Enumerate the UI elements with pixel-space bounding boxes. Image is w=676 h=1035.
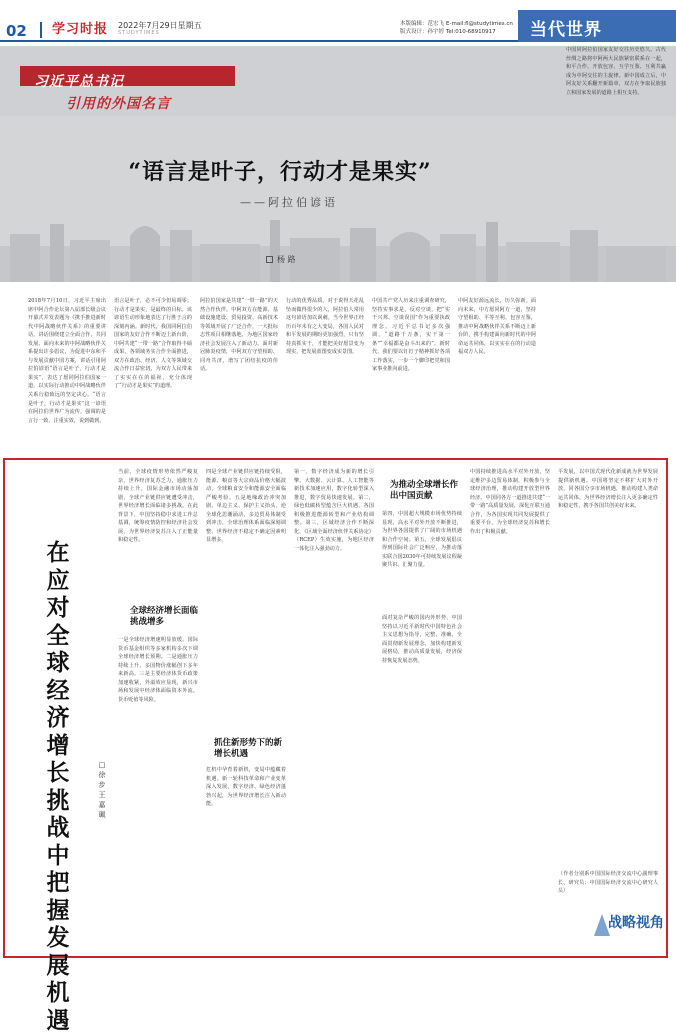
tel-line: Tel:010-68910917 (446, 29, 496, 35)
boxed-column-5: 中国持续推进高水平对外开放，坚定维护多边贸易体制，积极参与全球经济治理，推动构建开放型世界经济。中国同各方一道推进共建“一带一路”高质量发展，深化互联互通合作，为各国实现共同发展提供了重要平台，为全球经济复苏和增长作出了积极贡献。 (470, 469, 550, 535)
byline-author: 杨 路 (277, 255, 296, 264)
boxed-column-3: 第一，数字经济成为新的增长引擎。大数据、云计算、人工智能等新技术加速应用，数字化转型深入推进，数字贸易快速发展。第二，绿色低碳转型蕴含巨大机遇，各国积极推进能源转型和产业结构调整。第三，区域经济合作不断深化，《区域全面经济伙伴关系协定》（RCEP）生效实施，为地区经济一体化注入强劲动力。 (294, 469, 374, 552)
kicker-bottom: 引用的外国名言 (66, 96, 171, 112)
boxed-column-2b: 危机中孕育着新机，变局中蕴藏着机遇。新一轮科技革命和产业变革深入发展，数字经济、绿色经济蓬勃兴起，为世界经济增长注入新动能。 (206, 767, 286, 808)
email-line: E-mail:fl@studytimes.cn (446, 21, 513, 27)
contact-info (446, 20, 513, 36)
byline-marker-icon (266, 256, 273, 263)
subheading-2: 抓住新形势下的新增长机遇 (214, 738, 283, 759)
english-name: STUDYTIMES (118, 30, 160, 36)
quote-source: ——阿拉伯谚语 (240, 196, 338, 209)
byline (266, 254, 296, 265)
article-column-6: 中阿友好源远流长，历久弥新。面向未来，中方愿同阿方一道，坚持守望相助、平等互利、包容互鉴，推动中阿战略伙伴关系不断迈上新台阶，携手构建面向新时代的中阿命运共同体，以实实在在的行动造福双方人民。 (458, 298, 536, 356)
article-column-1: 2018年7月10日，习近平主席出席中阿合作论坛第八届部长级会议开幕式并发表题为《携手推进新时代中阿战略伙伴关系》的重要讲话。讲话围绕建立全面合作、共同发展、面向未来的中阿战略伙伴关系提出许多倡议，为促进中东和平与发展贡献中国方案，讲话引用阿拉伯谚语“语言是叶子，行动才是果实”，表达了愿同阿拉伯国家一道，以实际行动推动中阿战略伙伴关系行稳致远的坚定决心。“语言是叶子，行动才是果实”这一谚语在阿拉伯世界广为流传，强调的是言行一致，注重实效，说到做到。 (28, 298, 106, 424)
editor-info (400, 20, 444, 36)
kicker-top: 习近平总书记 (34, 74, 124, 90)
subheading-3: 为推动全球增长作出中国贡献 (390, 480, 459, 501)
article-column-7: 中国同阿拉伯国家友好交往历史悠久。古代丝绸之路将中阿两大民族紧密联系在一起，和平合作、开放包容、互学互鉴、互利共赢成为中阿交往的主旋律。新中国成立后，中阿友好关系翻开新篇章，双方在争取民族独立和国家发展的道路上相互支持。 (566, 47, 666, 96)
section-title: 当代世界 (530, 20, 602, 40)
boxed-article-author: □ 徐 步 王嘉珮 (98, 761, 106, 819)
boxed-column-4b: 面对复杂严峻的国内外形势，中国坚持以习近平新时代中国特色社会主义思想为指导，完整、准确、全面贯彻新发展理念，加快构建新发展格局，推动高质量发展，经济保持恢复发展态势。 (382, 615, 462, 664)
author-footnote: （作者分别系中国国际经济交流中心副理事长、研究员；中国国际经济交流中心研究人员） (558, 871, 658, 895)
boxed-column-2: 四是全球产业链供应链持续受阻，能源、粮食等大宗商品价格大幅波动，全球粮食安全和能源安全面临严峻考验。五是地缘政治冲突加剧，单边主义、保护主义抬头，逆全球化思潮涌动，多边贸易体制受到冲击，全球治理体系面临深刻调整，世界经济不稳定不确定因素明显增多。 (206, 469, 286, 544)
article-column-2: 语言是叶子，必不可少但易凋零；行动才是果实，是最终的目标。该谚语生动形象地表达了行胜于言的深刻内涵。新时代，我国同阿拉伯国家的友好合作不断迈上新台阶，中阿共建“一带一路”合作取得丰硕成果，各领域务实合作全面推进，双方在政治、经济、人文等领域交流合作日益密切，为双方人民带来了实实在在的福祉，充分体现了“行动才是果实”的道理。 (114, 298, 192, 390)
newspaper-logo: 学习时报 (52, 22, 109, 37)
boxed-column-1b: 一是全球经济增速明显放缓。国际货币基金组织等多家机构多次下调全球经济增长预期。二是通胀压力持续上升，多国物价涨幅创下多年来新高。三是主要经济体货币政策加速收紧，外溢效应显现，新兴市场和发展中经济体面临资本外流、货币贬值等风险。 (118, 637, 198, 703)
page-number: 02 (6, 22, 27, 40)
article-column-3: 阿拉伯国家是共建“一带一路”的天然合作伙伴。中阿双方在能源、基础设施建设、贸易投资、高新技术等领域开展了广泛合作，一大批标志性项目相继落地，为地区国家经济社会发展注入了新动力。面对新冠肺炎疫情，中阿双方守望相助、同舟共济，谱写了团结抗疫的佳话。 (200, 298, 278, 373)
boxed-article-title: 在应对全球经济增长挑战中把握发展机遇 (46, 540, 70, 1034)
page-number-divider (40, 22, 42, 38)
boxed-column-4: 第四，中国超大规模市场优势持续显现，高水平对外开放不断推进，为世界各国提供了广阔的市场机遇和合作空间。第五，全球发展倡议得到国际社会广泛响应，为推动落实联合国2030年可持续发展议程凝聚共识、汇聚力量。 (382, 511, 462, 569)
article-column-5: 中国共产党人历来注重调查研究，坚持实事求是，反对空谈，把“实干兴邦、空谈误国”作为重要执政理念。习近平总书记多次强调，“道路千万条，实干第一条”“幸福都是奋斗出来的”。新时代，我们要以钉钉子精神抓好各项工作落实，一步一个脚印把党和国家事业推向前进。 (372, 298, 450, 373)
watermark-logo: 战略视角 (608, 915, 664, 931)
quote-headline: “语言是叶子，行动才是果实” (128, 159, 432, 185)
designer-line: 版式设计：孙宇婷 (400, 29, 445, 35)
editor-line: 本版编辑：范宏飞 (400, 21, 445, 27)
article-column-4: 行动的优秀品质。对于说得天花乱坠而做得很少的人，阿拉伯人常用这句谚语加以讽刺。当今世界正经历百年未有之大变局，各国人民对和平发展的期盼更加强烈，只有坚持真抓实干，才能把美好愿景变为现实，把发展蓝图变成实景图。 (286, 298, 364, 356)
boxed-column-1: 当前，全球疫情形势依然严峻复杂，世界经济复苏乏力，通胀压力持续上升，国际金融市场动荡加剧，全球产业链供应链遭受冲击，世界经济增长面临诸多挑战。在此背景下，中国坚持稳中求进工作总基调，统筹疫情防控和经济社会发展，为世界经济复苏注入了正能量和稳定性。 (118, 469, 198, 544)
boxed-column-6: 平发展，以中国式现代化新成就为世界发展提供新机遇。中国将坚定不移扩大对外开放，同各国分享市场机遇，推动构建人类命运共同体，为世界经济增长注入更多确定性和稳定性，携手各国共创美好未来。 (558, 469, 658, 510)
issue-date: 2022年7月29日星期五 (118, 21, 202, 30)
subheading-1: 全球经济增长面临挑战增多 (130, 606, 199, 627)
